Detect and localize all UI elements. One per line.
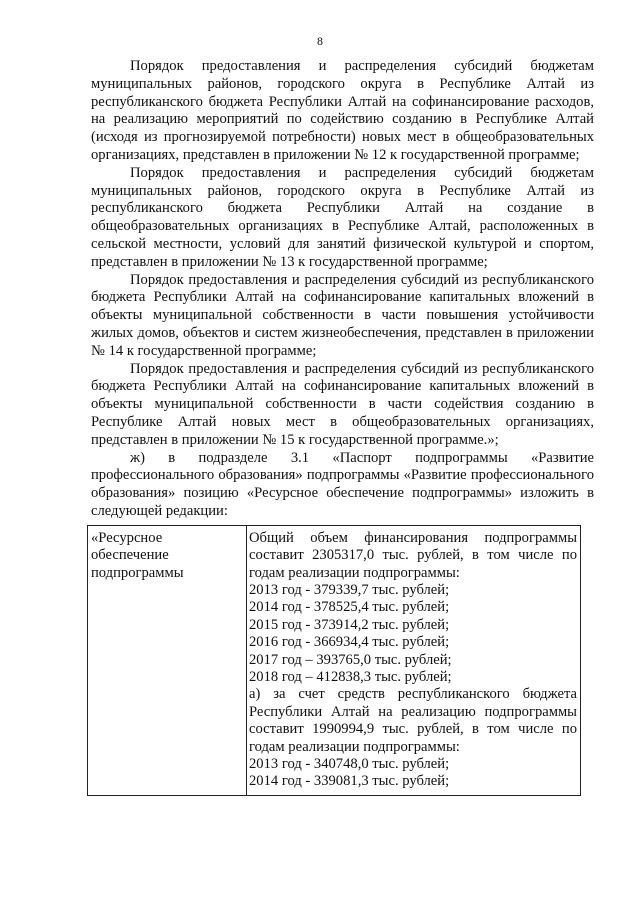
table-line: 2016 год - 366934,4 тыс. рублей; (249, 634, 450, 651)
resource-provision-table (87, 525, 581, 796)
table-row (88, 525, 581, 795)
table-line: 2013 год - 379339,7 тыс. рублей; (249, 581, 450, 598)
table-line: Общий объем финансирования подпрограммы составит 2305317,0 тыс. рублей, в том числе по годам реализации подпрограммы: (249, 529, 577, 581)
table-line: 2018 год – 412838,3 тыс. рублей; (249, 668, 452, 685)
paragraph-appendix-13: Порядок предоставления и распределения субсидий бюджетам муниципальных районов, городского округа в Республике Алтай из республиканского бюджета Республики Алтай на создание в общеобразовательных организациях в Республике Алтай, расположенных в сельской местности, условий для занятий физической культурой и спортом, представлен в приложении № 13 к государственной программе; (91, 164, 594, 270)
table-line: 2014 год - 378525,4 тыс. рублей; (249, 599, 450, 616)
page-number: 8 (317, 34, 323, 48)
table-label-cell: «Ресурсное обеспечение подпрограммы (88, 525, 247, 795)
paragraph-appendix-15: Порядок предоставления и распределения субсидий из республиканского бюджета Республики Алтай на софинансирование капитальных вложений в объекты муниципальной собственности в части содействия созданию в Республике Алтай новых мест в общеобразовательных организациях, представлен в приложении № 15 к государственной программе.»; (91, 360, 594, 448)
paragraph-appendix-14: Порядок предоставления и распределения субсидий из республиканского бюджета Республики Алтай на софинансирование капитальных вложений в объекты муниципальной собственности в части повышения устойчивости жилых домов, объектов и систем жизнеобеспечения, представлен в приложении № 14 к государственной программе; (91, 271, 594, 359)
table-line: а) за счет средств республиканского бюджета Республики Алтай на реализацию подпрограммы составит 1990994,9 тыс. рублей, в том числе по годам реализации подпрограммы: (249, 686, 577, 755)
table-line: 2013 год - 340748,0 тыс. рублей; (249, 756, 450, 772)
paragraph-subsection-amendment: ж) в подразделе 3.1 «Паспорт подпрограммы «Развитие профессионального образования» подпрограммы «Развитие профессионального образования» позицию «Ресурсное обеспечение подпрограммы» изложить в следующей редакции: (91, 449, 594, 519)
paragraph-appendix-12: Порядок предоставления и распределения субсидий бюджетам муниципальных районов, городского округа в Республике Алтай из республиканского бюджета Республики Алтай на софинансирование расходов, на реализацию мероприятий по содействию созданию в Республике Алтай (исходя из прогнозируемой потребности) новых мест в общеобразовательных организациях, представлен в приложении № 12 к государственной программе; (91, 58, 594, 163)
table-line: 2015 год - 373914,2 тыс. рублей; (249, 616, 450, 633)
table-line: 2014 год - 339081,3 тыс. рублей; (249, 773, 450, 790)
document-body (91, 58, 594, 796)
table-line: 2017 год – 393765,0 тыс. рублей; (249, 651, 452, 668)
table-value-cell (247, 525, 581, 795)
